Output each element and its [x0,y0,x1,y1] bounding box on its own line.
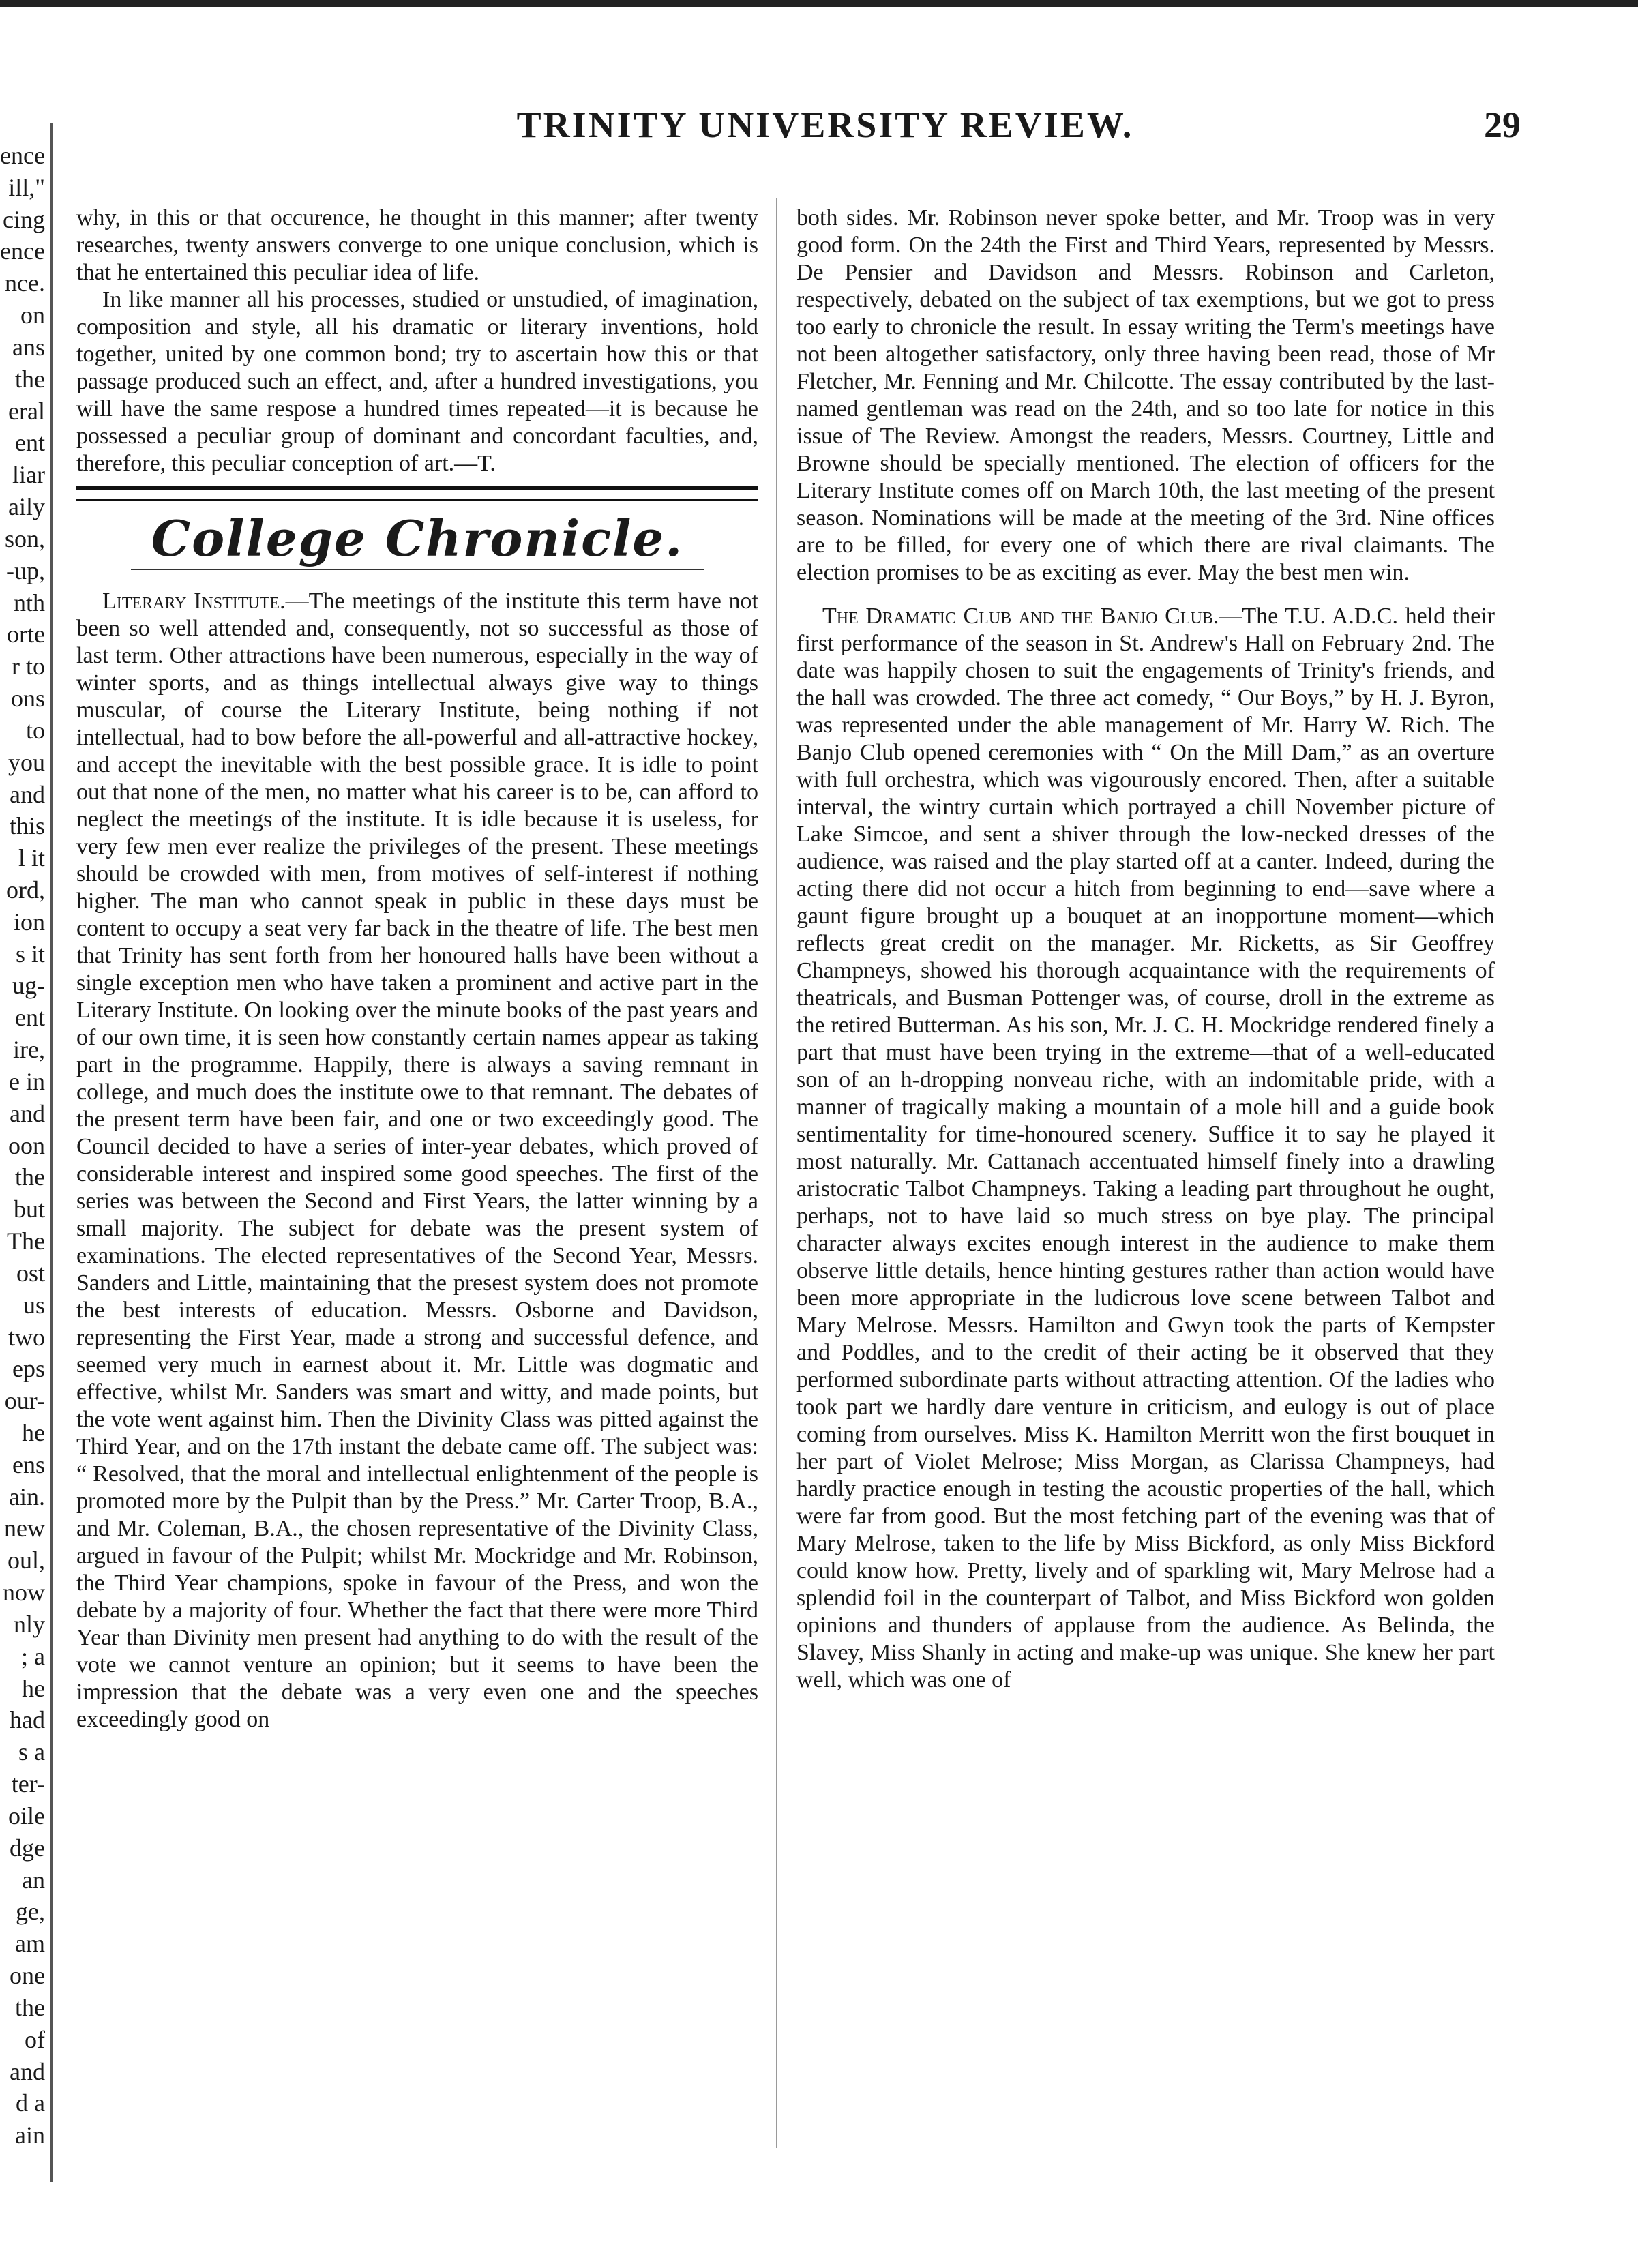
margin-fragment: this [9,812,45,839]
margin-fragment: ain. [9,1483,45,1510]
margin-fragment: eral [8,398,45,425]
paragraph-body: —The meetings of the institute this term have not been so well attended and, consequently, not so successful as those of last term. Other attractions have been numerous, especially in the way of winter sports, and as things intellectual always give way to things muscular, of course the Literary Institute, being nothing if not intellectual, had to bow before the all-powerful and all-attractive hockey, and accept the inevitable with the best possible grace. It is idle to point out that none of the men, no matter what his career is to be, can afford to neglect the meetings of the institute. It is idle because it is useless, for very few men ever realize the privileges of the present. These meetings should be crowded with men, from motives of self-interest if nothing higher. The man who cannot speak in public in these days must be content to occupy a seat very far back in the theatre of life. The best men that Trinity has sent forth from her honoured halls have been without a single exception men who have taken a prominent and active part in the Literary Institute. On looking over the minute books of the past years and of our own time, it is seen how constantly certain names appear as taking part in the programme. Happily, there is always a saving remnant in college, and much does the institute owe to that remnant. The debates of the present term have been fair, and one or two exceedingly good. The Council decided to have a series of inter-year debates, which proved of considerable interest and inspired some good speeches. The first of the series was between the Second and First Years, the latter winning by a small majority. The subject for debate was the present system of examinations. The elected representatives of the Second Year, Messrs. Sanders and Little, maintaining that the presest system does not promote the best interests of education. Messrs. Osborne and Davidson, representing the First Year, made a strong and successful defence, and seemed very much in earnest about it. Mr. Little was dogmatic and effective, whilst Mr. Sanders was smart and witty, and made points, but the vote went against him. Then the Divinity Class was pitted against the Third Year, and on the 17th instant the debate came off. The subject was: “ Resolved, that the moral and intellectual enlightenment of the people is promoted more by the Pulpit than by the Press.” Mr. Carter Troop, B.A., and Mr. Coleman, B.A., the chosen representative of the Divinity Class, argued in favour of the Pulpit; whilst Mr. Mockridge and Mr. Robinson, the Third Year champions, spoke in favour of the Press, and won the debate by a majority of four. Whether the fact that there were more Third Year than Divinity men present had anything to do with the result of the vote we cannot venture an opinion; but it seems to have been the impression that the debate was a very even one and the speeches exceedingly good on [76,588,758,1732]
paragraph [76,588,758,1733]
paragraph [796,603,1495,1694]
margin-fragment: had [10,1706,45,1733]
margin-fragment: ill," [8,174,45,201]
paragraph-lead: The Dramatic Club and the Banjo Club. [822,603,1219,629]
right-column [796,205,1495,1694]
margin-fragment: son, [4,525,45,552]
margin-fragment: ire, [13,1036,45,1063]
margin-fragment: s it [15,940,45,968]
margin-fragment: two [8,1324,45,1351]
margin-fragment: he [22,1675,45,1702]
margin-fragment: eps [12,1355,45,1382]
margin-fragment: ain [15,2121,45,2149]
journal-title: TRINITY UNIVERSITY REVIEW. [516,104,1134,145]
margin-fragment: oon [8,1132,45,1159]
margin-fragment: r to [12,653,45,680]
section-end-rule [76,486,758,501]
paragraph: both sides. Mr. Robinson never spoke better, and Mr. Troop was in very good form. On the 24th the First and Third Years, represented by Messrs. De Pensier and Davidson and Messrs. Robinson and Carleton, respectively, debated on the subject of tax exemptions, but we got to press too early to chronicle the result. In essay writing the Term's meetings have not been altogether satisfactory, only three having been read, those of Mr Fletcher, Mr. Fenning and Mr. Chilcotte. The essay contributed by the last-named gentleman was read on the 24th, and so too late for notice in this issue of The Review. Amongst the readers, Messrs. Courtney, Little and Browne should be specially mentioned. The election of officers for the Literary Institute comes off on March 10th, the last meeting of the present season. Nominations will be made at the meeting of the 3rd. Nine offices are to be filled, for every one of which there are rival claimants. The election promises to be as exciting as ever. May the best men win. [796,205,1495,585]
margin-fragment: the [15,1994,45,2021]
margin-fragment: am [15,1930,45,1957]
margin-fragment: cing [3,206,45,233]
margin-fragment: you [8,749,45,776]
margin-fragment: ord, [6,876,45,904]
margin-fragment: ; a [21,1643,45,1670]
margin-fragment: e in [9,1068,45,1095]
margin-fragment: ug- [12,972,45,999]
margin-fragment: ter- [11,1770,45,1797]
margin-fragment: of [25,2026,45,2053]
margin-fragment: l it [18,844,45,871]
margin-fragment: ge, [16,1898,45,1925]
margin-fragment: he [22,1419,45,1446]
margin-fragment: us [23,1292,45,1319]
margin-fragment: oul, [7,1547,45,1574]
margin-fragment: to [25,717,45,744]
margin-fragment: oile [8,1802,45,1830]
margin-fragment: ost [16,1259,45,1287]
margin-fragment: on [20,301,45,329]
margin-fragment: and [10,1100,45,1127]
margin-fragment: our- [4,1387,45,1414]
margin-fragment: liar [12,461,45,488]
margin-fragment: ons [10,685,45,712]
paragraph-body: —The T.U. A.D.C. held their first performance of the season in St. Andrew's Hall on February 2nd. The date was happily chosen to suit the engagements of Trinity's friends, and the hall was crowded. The three act comedy, “ Our Boys,” by H. J. Byron, was represented under the able management of Mr. Harry W. Rich. The Banjo Club opened ceremonies with “ On the Mill Dam,” as an overture with full orchestra, which was vigourously encored. Then, after a suitable interval, the wintry curtain which portrayed a chill November picture of Lake Simcoe, and sent a shiver through the low-necked dresses of the audience, was raised and the play started off at a canter. Indeed, during the acting there did not occur a hitch from beginning to end—save where a gaunt figure brought up a bouquet at an inopportune moment—which reflects great credit on the manager. Mr. Ricketts, as Sir Geoffrey Champneys, showed his thorough acquaintance with the requirements of theatricals, and Busman Pottenger was, of course, droll in the extreme as the retired Butterman. As his son, Mr. J. C. H. Mockridge rendered finely a part that must have been trying in the extreme—that of a well-educated son of an h-dropping nonveau riche, with an indomitable pride, with a manner of tragically making a mountain of a mole hill and a guide book sentimentality for time-honoured scenery. Suffice it to say he played it most naturally. Mr. Cattanach accentuated himself finely into a drawling aristocratic Talbot Champneys. Taking a leading part throughout he ought, perhaps, not to have laid so much stress on bye play. The principal character always excites enough interest in the audience to make them observe little details, hence hinting gestures rather than action would have been more appropriate in the ludicrous love scene between Talbot and Mary Melrose. Messrs. Hamilton and Gwyn took the parts of Kempster and Poddles, and to the credit of their acting be it observed that they performed subordinate parts without attracting attention. Of the ladies who took part we hardly dare venture in criticism, and eulogy is out of place coming from ourselves. Miss K. Hamilton Merritt won the first bouquet in her part of Violet Melrose; Miss Morgan, as Clarissa Champneys, had hardly practice enough in testing the acoustic properties of the hall, which were far from good. But the most fetching part of the evening was that of Mary Melrose, taken to the life by Miss Bickford, as only Miss Bickford could know how. Pretty, lively and of sparkling wit, Mary Melrose had a splendid foil in the counterpart of Talbot, and Miss Bickford won golden opinions and thunders of applause from the audience. As Belinda, the Slavey, Miss Shanly in acting and make-up was unique. She knew her part well, which was one of [796,603,1495,1692]
margin-fragment: nly [13,1611,45,1638]
paragraph: In like manner all his processes, studied or unstudied, of imagination, composition and style, all his dramatic or literary inventions, hold together, united by one common bond; try to ascertain how this or that passage produced such an effect, and, after a hundred investigations, you will have the same respose a hundred times repeated—it is because he possessed a peculiar group of dominant and concordant faculties, and, therefore, this peculiar conception of art.—T. [76,287,758,476]
margin-fragment: s a [18,1738,45,1765]
margin-fragment: nth [13,589,45,616]
margin-fragment: and [10,2058,45,2085]
margin-fragment: The [7,1227,45,1255]
section-heading: College Chronicle. [151,509,684,567]
paragraph-lead: Literary Institute. [102,588,286,614]
page-number: 29 [1484,104,1521,145]
margin-fragment: ence [0,237,45,265]
page-fold-edge [50,123,53,2182]
margin-fragment: ence [0,143,45,169]
margin-fragment: d a [16,2089,45,2117]
column-divider [776,198,777,2148]
margin-fragment: now [3,1579,45,1606]
margin-fragment: aily [8,493,45,520]
margin-fragment: the [15,1163,45,1191]
margin-fragment: ion [13,908,45,936]
margin-fragment: dge [10,1834,45,1862]
margin-fragment: orte [7,621,45,648]
adjacent-page-margin-fragments [0,143,48,2155]
margin-fragment: -up, [6,557,45,584]
margin-fragment: ens [12,1451,45,1478]
top-border-rule [0,0,1638,7]
margin-fragment: but [13,1195,45,1223]
margin-fragment: one [10,1962,45,1989]
margin-fragment: nce. [5,269,45,297]
paragraph: why, in this or that occurence, he thought in this manner; after twenty researches, twenty answers converge to one unique conclusion, which is that he entertained this peculiar idea of life. [76,205,758,285]
page-header [75,104,1575,158]
margin-fragment: ent [15,1004,45,1031]
margin-fragment: ent [15,429,45,456]
margin-fragment: and [10,781,45,808]
margin-fragment: new [4,1515,45,1542]
margin-fragment: an [22,1866,45,1894]
margin-fragment: ans [12,333,45,361]
left-column [76,205,758,1733]
heading-underline-rule [131,569,704,570]
margin-fragment: the [15,365,45,393]
